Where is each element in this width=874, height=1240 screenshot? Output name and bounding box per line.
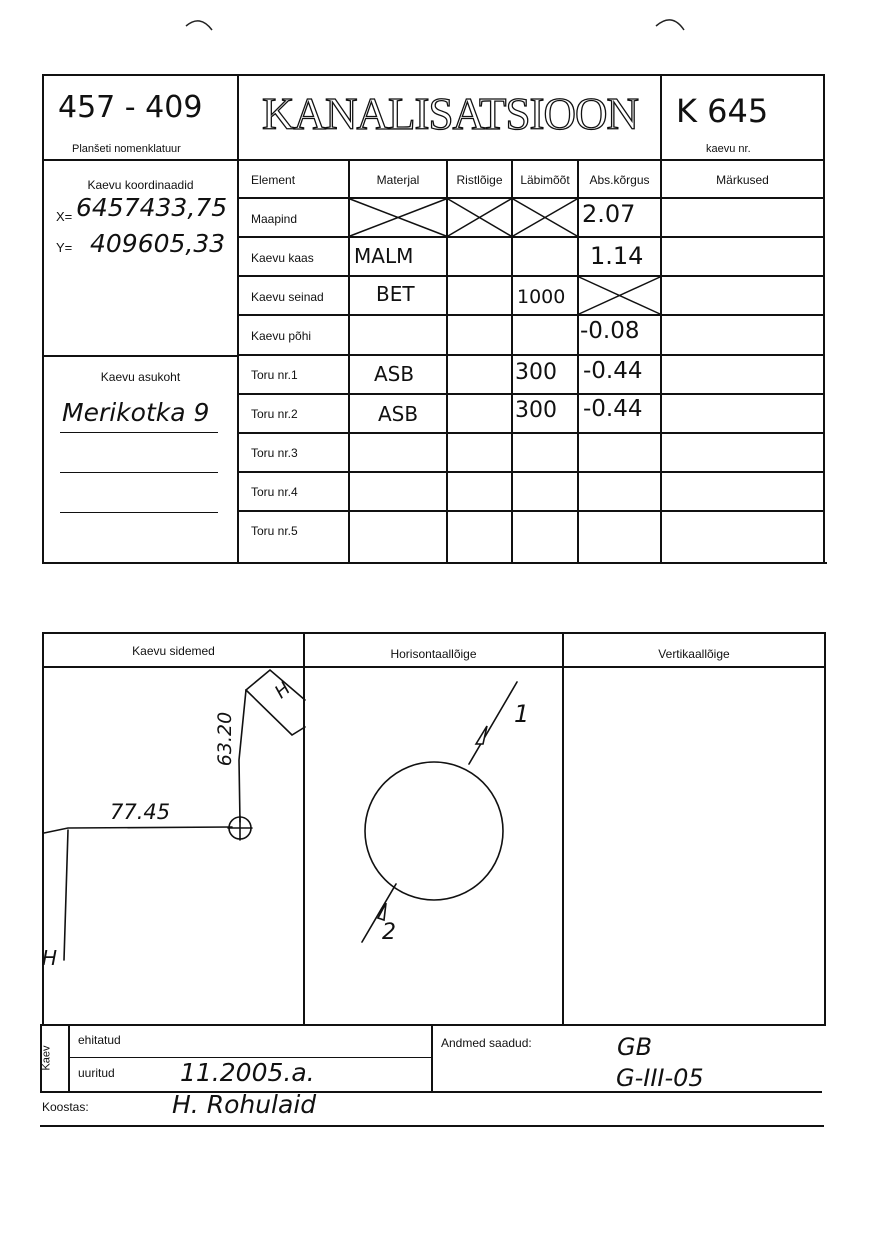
- page-title: KANALISATSIOON: [262, 89, 638, 139]
- row-element: Kaevu põhi: [251, 329, 312, 343]
- row-element: Kaevu kaas: [251, 251, 314, 265]
- row-materjal: ASB: [378, 402, 419, 426]
- x-coordinate: 6457433,75: [76, 193, 228, 222]
- location-label: Kaevu asukoht: [100, 370, 181, 384]
- sketch-col3-label: Vertikaallõige: [658, 647, 730, 661]
- y-coordinate: 409605,33: [90, 229, 226, 258]
- row-abs: -0.08: [580, 318, 640, 344]
- header-labimoot: Läbimõõt: [520, 173, 570, 187]
- andmed-value-1: GB: [617, 1033, 653, 1061]
- row-element: Toru nr.1: [251, 368, 298, 382]
- row-materjal: BET: [376, 282, 415, 306]
- andmed-value-2: G-III-05: [616, 1064, 704, 1092]
- header-markused: Märkused: [716, 173, 769, 187]
- header-materjal: Materjal: [376, 173, 420, 187]
- row-element: Maapind: [251, 212, 298, 226]
- andmed-label: Andmed saadud:: [441, 1036, 532, 1050]
- coordinates-label: Kaevu koordinaadid: [87, 178, 194, 192]
- well-label: kaevu nr.: [706, 143, 751, 155]
- row-labimoot: 300: [515, 398, 557, 423]
- sheet-label: Planšeti nomenklatuur: [72, 143, 181, 155]
- row-abs: -0.44: [583, 396, 643, 422]
- dimension-vertical: 63.20: [214, 711, 237, 767]
- sketch-col1-label: Kaevu sidemed: [132, 644, 215, 658]
- building-mark-left: H: [42, 946, 58, 970]
- row-labimoot: 300: [515, 360, 557, 385]
- pipe-2-label: 2: [382, 920, 396, 945]
- row-element: Toru nr.3: [251, 446, 298, 460]
- row-element: Toru nr.2: [251, 407, 298, 421]
- koostas-label: Koostas:: [42, 1100, 89, 1114]
- sheet-number: 457 - 409: [58, 90, 203, 125]
- row-element: Toru nr.5: [251, 524, 298, 538]
- koostas-value: H. Rohulaid: [172, 1090, 317, 1119]
- sketch-col2-label: Horisontaallõige: [390, 647, 477, 661]
- row-element: Toru nr.4: [251, 485, 298, 499]
- pipe-1-label: 1: [514, 700, 530, 728]
- kaev-label: Kaev: [40, 1045, 53, 1071]
- y-prefix: Y=: [56, 240, 73, 255]
- row-materjal: MALM: [354, 244, 414, 268]
- row-abs: -0.44: [583, 358, 643, 384]
- header-abs-korgus: Abs.kõrgus: [589, 173, 650, 187]
- row-abs: 1.14: [590, 242, 644, 270]
- row-labimoot: 1000: [517, 286, 566, 308]
- header-ristloige: Ristlõige: [456, 173, 503, 187]
- row-element: Kaevu seinad: [251, 290, 324, 304]
- header-element: Element: [251, 173, 296, 187]
- ehitatud-label: ehitatud: [78, 1033, 121, 1047]
- row-materjal: ASB: [374, 362, 415, 386]
- uuritud-value: 11.2005.a.: [180, 1058, 315, 1087]
- row-abs: 2.07: [582, 200, 636, 228]
- well-number: K 645: [676, 92, 769, 130]
- location-value: Merikotka 9: [62, 398, 210, 427]
- x-prefix: X=: [56, 209, 73, 224]
- building-mark-top: H: [270, 678, 295, 703]
- uuritud-label: uuritud: [78, 1066, 115, 1080]
- dimension-horizontal: 77.45: [110, 800, 171, 824]
